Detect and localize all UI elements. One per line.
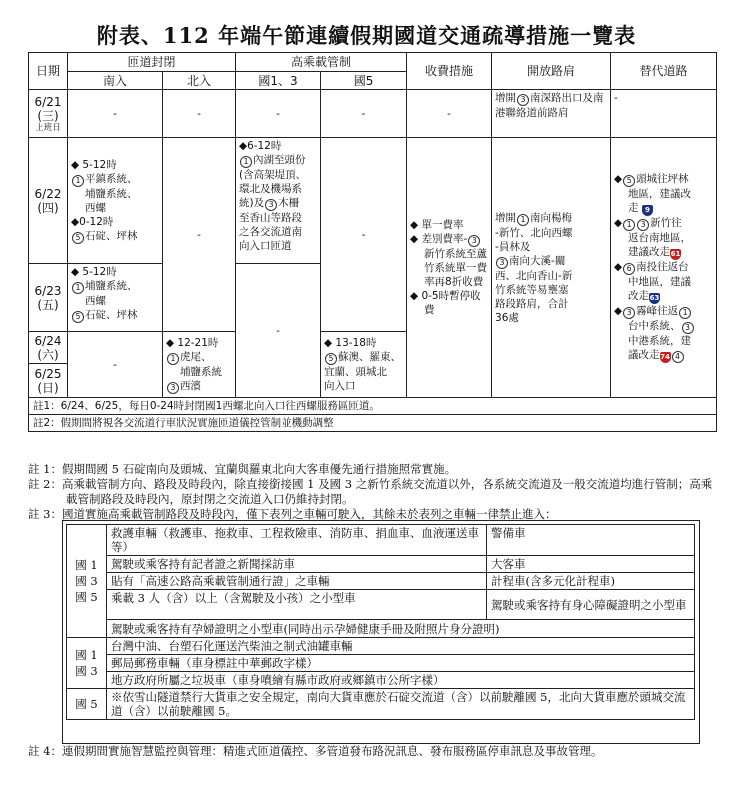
header-ramp-closure: 匝道封閉 <box>68 53 236 72</box>
freeway-1-icon: 1 <box>623 219 635 231</box>
freeway-1-icon: 1 <box>240 156 252 168</box>
header-south: 南入 <box>68 72 163 90</box>
header-hov-n5: 國5 <box>321 72 407 90</box>
permitted-vehicles-table <box>66 524 695 720</box>
freeway-3-icon: 3 <box>167 382 179 394</box>
vehicle-item: 地方政府所屬之垃圾車（車身噴繪有縣市政府或鄉鎮市公所字樣） <box>107 672 695 689</box>
toll-measures: ◆ 單一費率 ◆ 差別費率- 3 新竹系統至蘆 竹系統單一費 率再8折收費 ◆ 0-5時暫停收 費 <box>407 138 492 398</box>
traffic-measures-table <box>28 52 717 432</box>
table-note-2: 註2：假期間將視各交流道行車狀況實施匝道儀控管制並機動調整 <box>29 415 717 432</box>
freeway-5-icon: 5 <box>623 175 635 187</box>
freeway-1-icon: 1 <box>72 175 84 187</box>
expressway-61-icon: 61 <box>670 250 681 258</box>
hov-n5-624: ◆ 13-18時 5 蘇澳、羅東、 宜蘭、頭城北 向入口 <box>321 332 407 398</box>
vehicle-item: 駕駛或乘客持有身心障礙證明之小型車 <box>487 590 695 620</box>
header-north: 北入 <box>163 72 236 90</box>
vehicle-item: 乘載 3 人（含）以上（含駕駛及小孩）之小型車 <box>107 590 487 620</box>
cell-dash: - <box>163 90 236 138</box>
freeway-3-icon: 3 <box>496 257 508 269</box>
group-n1-n3-n5: 國 1 國 3 國 5 <box>67 525 107 638</box>
hov-n1-3-622: ◆6-12時 1 內湖至頭份 (含高架堤頂、 環北及機場系 統)及 3 木柵 至香山等路段 之各交流道南 向入口匝道 <box>236 138 321 264</box>
vehicle-item: 駕駛或乘客持有記者證之新聞採訪車 <box>107 556 487 573</box>
south-closure-623: ◆ 5-12時 1 埔鹽系統、 西螺 5 石碇、坪林 <box>68 264 163 332</box>
north-closure-624: ◆ 12-21時 1 虎尾、 埔鹽系統 3 西濱 <box>163 332 236 398</box>
date-cell: 6/24 (六) <box>29 332 68 364</box>
cell-dash: - <box>68 90 163 138</box>
provincial-highway-9-icon: 9 <box>642 205 653 216</box>
freeway-3-icon: 3 <box>623 307 635 319</box>
open-shoulder-621: 增開 3 南深路出口及南港聯絡道前路肩 <box>492 90 611 138</box>
date-cell: 6/25 (日) <box>29 364 68 398</box>
freeway-3-icon: 3 <box>637 219 649 231</box>
cell-dash: - <box>236 264 321 398</box>
south-closure-622: ◆ 5-12時 1 平鎮系統、 埔鹽系統、 西螺 ◆0-12時 5 石碇、坪林 <box>68 138 163 264</box>
header-hov-n1-3: 國1、3 <box>236 72 321 90</box>
date-cell: 6/23 (五) <box>29 264 68 332</box>
freeway-1-icon: 1 <box>72 282 84 294</box>
note-1: 註 1：假期間國 5 石碇南向及頭城、宜蘭與羅東北向大客車優先通行措施照常實施。 <box>28 462 457 476</box>
cell-dash: - <box>611 90 717 138</box>
cell-dash: - <box>321 138 407 332</box>
freeway-3-icon: 3 <box>265 199 277 211</box>
freeway-1-icon: 1 <box>517 214 529 226</box>
freeway-5-icon: 5 <box>325 353 337 365</box>
freeway-3-icon: 3 <box>468 235 480 247</box>
page-title: 附表、112 年端午節連續假期國道交通疏導措施一覽表 <box>96 23 637 48</box>
notes-section <box>28 462 718 522</box>
header-alt-routes: 替代道路 <box>611 53 717 90</box>
vehicle-item: 警備車 <box>487 525 695 556</box>
header-hov-control: 高乘載管制 <box>236 53 407 72</box>
notes-section-end <box>28 744 718 759</box>
vehicle-item: 駕駛或乘客持有孕婦證明之小型車(同時出示孕婦健康手冊及附照片身分證明) <box>107 620 695 638</box>
cell-dash: - <box>321 90 407 138</box>
header-date: 日期 <box>29 53 68 90</box>
freeway-4-icon: 4 <box>672 351 684 363</box>
date-cell: 6/22 (四) <box>29 138 68 264</box>
vehicle-item: 郵局郵務車輛（車身標註中華郵政字樣） <box>107 655 695 672</box>
freeway-1-icon: 1 <box>167 353 179 365</box>
vehicle-item: ※依雪山隧道禁行大貨車之安全規定，南向大貨車應於石碇交流道（含）以前駛離國 5，北向大貨車應於頭城交流道（含）以前駛離國 5。 <box>107 689 695 720</box>
date-cell: 6/21 (三) 上班日 <box>29 90 68 138</box>
vehicle-item: 救護車輛（救護車、拖救車、工程救險車、消防車、捐血車、血液運送車等） <box>107 525 487 556</box>
cell-dash: - <box>407 90 492 138</box>
freeway-3-icon: 3 <box>517 94 529 106</box>
open-shoulder-holiday: 增開 1 南向楊梅 -新竹、北向西螺 -員林及 3 南向大溪-關 西、北向香山-新 竹系統等易壅塞 路段路肩，合計 36處 <box>492 138 611 398</box>
group-n5: 國 5 <box>67 689 107 720</box>
vehicle-item: 台灣中油、台塑石化運送汽柴油之制式油罐車輛 <box>107 638 695 655</box>
vehicle-item: 大客車 <box>487 556 695 573</box>
header-open-shoulder: 開放路肩 <box>492 53 611 90</box>
group-n1-n3: 國 1 國 3 <box>67 638 107 689</box>
alt-routes: ◆ 5 頭城往坪林 地區，建議改 走 9 ◆ 1 3 新竹往 返台南地區， 建議改走61 ◆ 6 南投往返台 中地區，建議 改走63 ◆ 3 霧峰往返 1 台中系統、 3 中港系統，建 議改走74 4 <box>611 138 717 398</box>
vehicle-item: 貼有「高速公路高乘載管制通行證」之車輛 <box>107 573 487 590</box>
expressway-63-icon: 63 <box>649 294 660 302</box>
cell-dash: - <box>68 332 163 398</box>
freeway-5-icon: 5 <box>72 311 84 323</box>
cell-dash: - <box>163 138 236 332</box>
note-2: 註 2：高乘載管制方向、路段及時段內，除直接銜接國 1 及國 3 之新竹系統交流道以外，各系統交流道及一般交流道均進行管制；高乘載管制路段及時段內，原封閉之交流道入口仍維持封閉。 <box>28 477 713 506</box>
freeway-6-icon: 6 <box>623 263 635 275</box>
header-toll: 收費措施 <box>407 53 492 90</box>
table-note-1: 註1：6/24、6/25，每日0-24時封閉國1西螺北向入口往西螺服務區匝道。 <box>29 398 717 415</box>
vehicle-item: 計程車(含多元化計程車) <box>487 573 695 590</box>
freeway-5-icon: 5 <box>72 232 84 244</box>
freeway-1-icon: 1 <box>679 307 691 319</box>
freeway-3-icon: 3 <box>682 322 694 334</box>
expressway-74-icon: 74 <box>660 353 670 361</box>
note-3: 註 3：國道實施高乘載管制路段及時段內，僅下表列之車輛可駛入，其餘未於表列之車輛一律禁止進入： <box>28 507 557 521</box>
note-4: 註 4：連假期間實施智慧監控與管理：精進式匝道儀控、多管道發布路況訊息、發布服務區停車訊息及事故管理。 <box>28 744 603 758</box>
cell-dash: - <box>236 90 321 138</box>
